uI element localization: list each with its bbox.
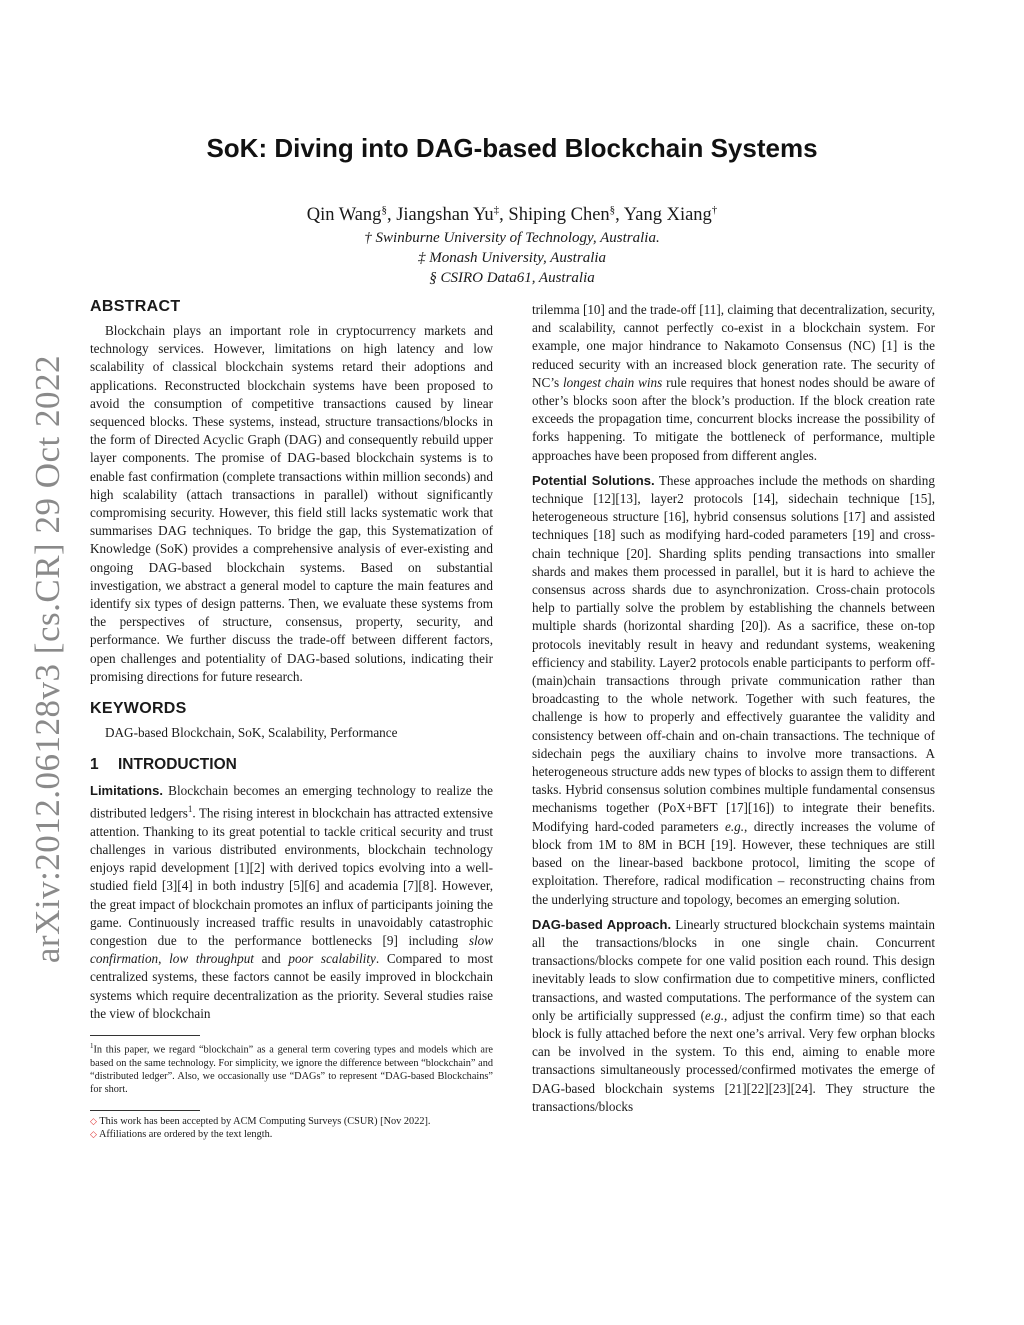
body-emphasis: e.g. [725, 818, 745, 834]
author-sep: , [499, 205, 509, 226]
diamond-icon: ◇ [90, 1115, 97, 1126]
author-mark: † [711, 204, 718, 216]
note-text: Affiliations are ordered by the text length. [98, 1128, 273, 1140]
potential-solutions-label: Potential Solutions. [532, 472, 655, 488]
intro-emphasis: low throughput [169, 951, 254, 967]
author-mark: § [381, 204, 387, 216]
section-title: INTRODUCTION [118, 756, 237, 774]
author-mark: ‡ [493, 204, 500, 216]
footnote-text: In this paper, we regard “blockchain” as a general term covering types and models which are based on the same technology. For simplicity, we ignore the difference between “blockchain” and “distributed ledger”. Also, we occasionally use “DAGs” to represent “DAG-based Blockchains” for short. [90, 1044, 493, 1095]
trilemma-paragraph [532, 301, 935, 465]
paper-title: SoK: Diving into DAG-based Blockchain Systems [206, 133, 818, 163]
diamond-icon: ◇ [90, 1128, 97, 1139]
intro-text: . Compared to most centralized systems, these factors cannot be easily improved in blockchain systems which require decentralization as the priority. Several studies raise the view of blockchain [90, 951, 494, 1021]
note [90, 1128, 493, 1141]
author-line [0, 204, 1024, 226]
potential-solutions-paragraph [532, 472, 935, 909]
body-text: trilemma [10] and the trade-off [11], claiming that decentralization, security, and scalability, cannot perfectly co-exist in a blockchain system. For example, one major hindrance to Nakamoto Consensus (NC) [1] is the reduced security with an increased block generation rate. The security of NC’s [532, 302, 935, 390]
author-name: Shiping Chen [508, 205, 610, 226]
footnote-ref[interactable]: 1 [187, 804, 193, 815]
author-name: Qin Wang [306, 205, 382, 226]
body-emphasis: longest chain wins [562, 374, 663, 390]
note [90, 1115, 493, 1128]
dag-approach-label: DAG-based Approach. [532, 916, 672, 932]
author-sep: , [386, 205, 397, 226]
arxiv-side-label: arXiv:2012.06128v3 [cs.CR] 29 Oct 2022 [28, 355, 67, 964]
abstract-heading: ABSTRACT [90, 298, 181, 315]
dag-approach-paragraph [532, 916, 935, 1116]
intro-text: . The rising interest in blockchain has attracted extensive attention. Thanking to its great potential to tackle critical security and trust challenges in various distributed environments, blockchain technology enjoys rapid development [1][2] with derived topics evolving into a well-studied field [3][4] in both industry [5][6] and academia [7][8]. However, the great impact of blockchain promotes an influx of participants joining the game. Continuously increased traffic results in unavoidably catastrophic congestion due to the performance bottlenecks [9] including [90, 805, 493, 949]
body-text: , directly increases the volume of block from 1M to 8M in BCH [19]. However, these techniques are still based on the linear-based backbone protocol, limiting the scope of exploitation. Therefore, radical modification – reconstructing chains from the underlying structure and topology, becomes an emerging solution. [532, 818, 935, 907]
intro-text: , [158, 951, 170, 967]
affiliation: † Swinburne University of Technology, Australia. [364, 230, 660, 246]
body-text: , adjust the confirm time) so that each block is fully attached before the next one’s arrival. Very few orphan blocks can be involved in the system. To this end, aiming to enable more transactions simultaneously processed/confirmed motivates the emerge of DAG-based blockchain systems [21][22][23][24]. They structure the transactions/blocks [532, 1007, 936, 1114]
body-text: rule requires that honest nodes should be aware of other’s blocks soon after the block’s production. If the block creation rate exceeds the propagation time, concurrent blocks increase the possibility of forks happening. To mitigate the bottleneck of performance, multiple approaches have been proposed from different angles. [532, 374, 935, 463]
body-text: Linearly structured blockchain systems maintain all the transactions/blocks in one single chain. Concurrent transactions/blocks compete for one valid position each round. This design inevitably leads to slow confirmation due to competitive miners, conflicted transactions, and wasted computations. The performance of the system can only be artificially suppressed ( [532, 916, 935, 1023]
affiliation: § CSIRO Data61, Australia [429, 270, 595, 286]
affiliation: ‡ Monash University, Australia [417, 250, 607, 266]
author-name: Yang Xiang [623, 205, 712, 226]
intro-emphasis: poor scalability [288, 951, 376, 967]
intro-text: and [253, 951, 289, 967]
author-mark: § [609, 204, 616, 216]
limitations-label: Limitations. [90, 783, 163, 799]
keywords-text: DAG-based Blockchain, SoK, Scalability, Performance [105, 725, 398, 741]
section-number: 1 [90, 756, 99, 774]
footnote-rule [90, 1035, 200, 1036]
footnote [90, 1040, 493, 1095]
keywords-heading: KEYWORDS [90, 700, 187, 718]
body-text: These approaches include the methods on sharding technique [12][13], layer2 protocols [14], sidechain technique [15], heterogeneous structure [16], hybrid consensus solutions [17] and assisted techniques [18] such as modifying hard-coded parameters [19] and cross-chain technique [20]. Sharding splits pending transactions into smaller shards and makes them processed in parallel, but it is hard to achieve the consensus across shards due to asynchronization. Cross-chain protocols help to partially solve the problem by establishing the channels between multiple shards (horizontal sharding [20]). As a sacrifice, these on-top protocols inevitably result in heavy and redundant systems, weakening efficiency and stability. Layer2 protocols enable participants to perform off-(main)chain transactions through private communication rather than broadcasting to the whole network. Together with such features, the challenge is how to properly and effectively guarantee the validity and consistency between off-chain and on-chain transactions. The technique of sidechain pegs the auxiliary chains to involve more transactions. A heterogeneous structure adds new types of blocks to assign them to different tasks. Hybrid consensus solution combines multiple fundamental consensus mechanisms together (PoX+BFT [17][16]) to integrate their benefits. Modifying hard-coded parameters [532, 472, 935, 834]
intro-text: Blockchain becomes an emerging technology to realize the distributed ledgers [90, 783, 493, 821]
abstract-text: Blockchain plays an important role in cryptocurrency markets and technology services. However, limitations on high latency and low scalability of classical blockchain systems retard their adoptions and applications. Reconstructed blockchain systems have been proposed to avoid the consumption of competitive transactions caused by linear sequenced blocks. These systems, instead, structure transactions/blocks in the form of Directed Acyclic Graph (DAG) and consequently rebuild upper layer components. The promise of DAG-based blockchain systems is to enable fast confirmation (complete transactions within million seconds) and high scalability (attach transactions in parallel) without significantly compromising security. However, this field still lacks systematic work that summarises DAG techniques. To bridge the gap, this Systematization of Knowledge (SoK) provides a comprehensive analysis of ever-existing and ongoing DAG-based blockchain systems. Based on substantial investigation, we abstract a general model to capture the main features and identify six types of design patterns. Then, we evaluate these systems from the perspectives of structure, consensus, property, security, and performance. We further discuss the trade-off between different factors, open challenges and potentiality of DAG-based solutions, indicating their promising directions for future research. [90, 323, 493, 684]
intro-emphasis: slow confirmation [90, 933, 493, 967]
section-heading-introduction [90, 756, 493, 774]
notes-rule [90, 1110, 200, 1111]
author-name: Jiangshan Yu [396, 205, 494, 226]
note-text: This work has been accepted by ACM Computing Surveys (CSUR) [Nov 2022]. [99, 1115, 431, 1127]
author-sep: , [615, 205, 624, 226]
intro-paragraph [90, 782, 493, 1023]
body-emphasis: e.g. [704, 1007, 725, 1023]
left-column [90, 298, 493, 1141]
right-column [532, 301, 935, 1116]
footnote-mark: 1 [90, 1042, 94, 1051]
